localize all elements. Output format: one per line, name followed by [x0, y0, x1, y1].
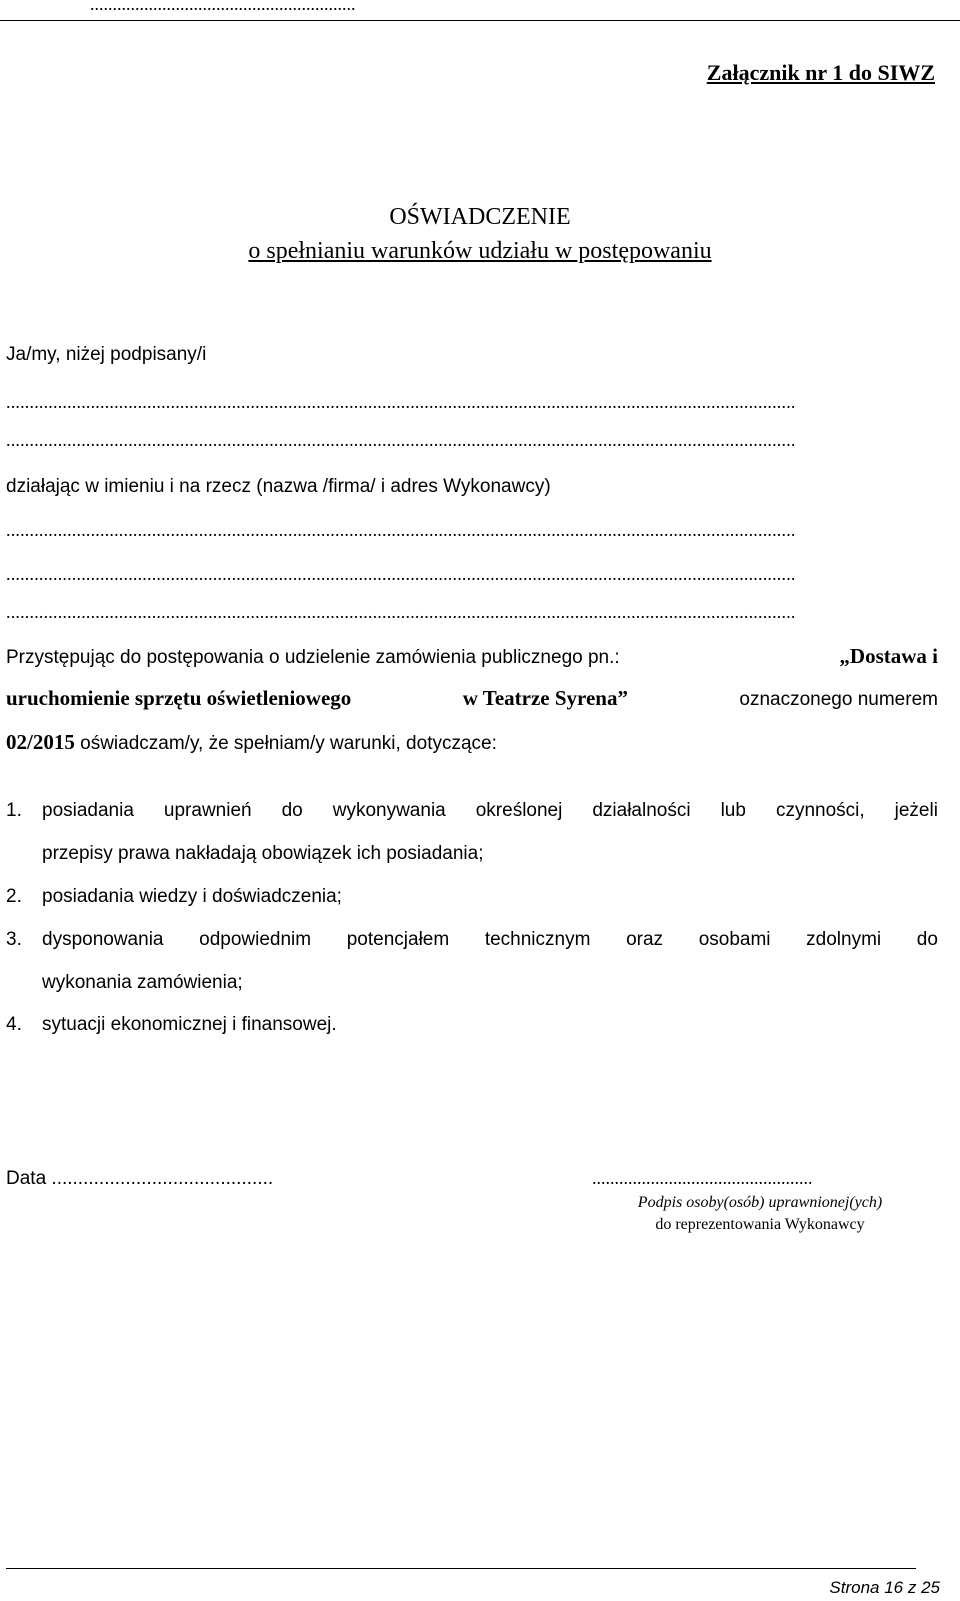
acting-on-behalf-label: działając w imieniu i na rzecz (nazwa /firma/ i adres Wykonawcy) [6, 476, 551, 497]
title-line-1: OŚWIADCZENIE [389, 204, 571, 230]
condition-1-line-2: przepisy prawa nakładają obowiązek ich posiadania; [42, 843, 484, 864]
contractor-fill-line-2[interactable]: ........................................................................................................................................................................ [6, 564, 796, 584]
signatory-fill-line-1[interactable]: ........................................................................................................................................................................ [6, 392, 796, 412]
condition-3-number: 3. [6, 929, 22, 950]
numbered-label: oznaczonego numerem [739, 689, 938, 710]
condition-2-number: 2. [6, 886, 22, 907]
statement-line-2 [6, 686, 938, 711]
procurement-subject-part-3: w Teatrze Syrena” [462, 686, 628, 710]
condition-3-word: osobami [698, 929, 771, 950]
title-line-2: o spełnianiu warunków udziału w postępowaniu [248, 238, 712, 264]
signatory-fill-line-2[interactable]: ........................................................................................................................................................................ [6, 430, 796, 450]
condition-1-word: do [281, 800, 303, 821]
signature-field[interactable]: ................................................. [592, 1168, 813, 1188]
date-field[interactable]: Data .......................................... [6, 1168, 274, 1189]
signer-label: Podpis osoby(osób) uprawnionej(ych) [637, 1194, 883, 1211]
condition-2-text: posiadania wiedzy i doświadczenia; [42, 886, 342, 907]
procurement-subject-part-2: uruchomienie sprzętu oświetleniowego [6, 686, 352, 710]
case-number: 02/2015 [6, 730, 75, 754]
header-dots: ........................................................... [90, 0, 356, 14]
condition-1-word: posiadania [42, 800, 134, 821]
signatory-label: Ja/my, niżej podpisany/i [6, 344, 207, 365]
condition-1-word: uprawnień [163, 800, 252, 821]
condition-3-line-2: wykonania zamówienia; [42, 972, 243, 993]
signer-label-2: do reprezentowania Wykonawcy [655, 1216, 865, 1233]
condition-3-line-1 [42, 929, 938, 951]
condition-3-word: dysponowania [42, 929, 164, 950]
condition-1-word: lub [720, 800, 746, 821]
condition-1-number: 1. [6, 800, 22, 821]
condition-3-word: oraz [626, 929, 664, 950]
condition-4-text: sytuacji ekonomicznej i finansowej. [42, 1014, 337, 1035]
header-rule [0, 20, 960, 21]
condition-3-word: zdolnymi [806, 929, 882, 950]
condition-3-word: potencjałem [346, 929, 450, 950]
contractor-fill-line-1[interactable]: ........................................................................................................................................................................ [6, 520, 796, 540]
condition-1-word: czynności, [775, 800, 865, 821]
condition-1-word: określonej [475, 800, 563, 821]
condition-1-word: wykonywania [332, 800, 446, 821]
page-number: Strona 16 z 25 [829, 1578, 940, 1597]
statement-lead: Przystępując do postępowania o udzielenie zamówienia publicznego pn.: [6, 647, 620, 668]
footer-rule [6, 1568, 916, 1569]
condition-3-word: technicznym [484, 929, 591, 950]
annex-label: Załącznik nr 1 do SIWZ [706, 60, 935, 85]
condition-1-word: jeżeli [894, 800, 938, 821]
document-title [0, 200, 960, 268]
statement-line-3 [6, 730, 497, 755]
procurement-subject-part-1: „Dostawa i [839, 644, 938, 668]
condition-1-word: działalności [592, 800, 691, 821]
condition-3-word: do [916, 929, 938, 950]
statement-line-1 [6, 644, 938, 669]
condition-3-word: odpowiednim [199, 929, 312, 950]
condition-4-number: 4. [6, 1014, 22, 1035]
condition-1-line-1 [42, 800, 938, 822]
declaration-text: oświadczam/y, że spełniam/y warunki, dotyczące: [80, 733, 497, 754]
contractor-fill-line-3[interactable]: ........................................................................................................................................................................ [6, 602, 796, 622]
